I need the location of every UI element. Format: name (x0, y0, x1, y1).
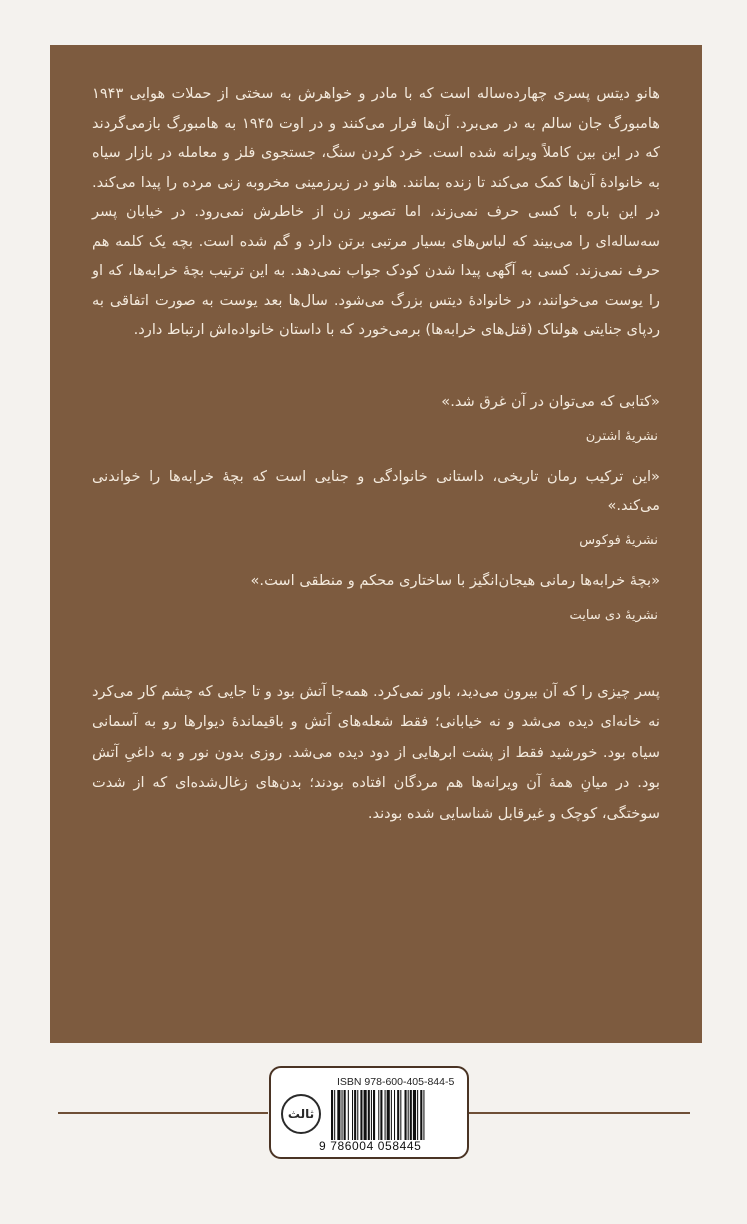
barcode-bar (394, 1090, 395, 1140)
review-source: نشریهٔ اشترن (585, 428, 658, 444)
review-source: نشریهٔ دی سایت (569, 607, 658, 623)
reviews-section (92, 387, 660, 627)
barcode-bar (387, 1090, 390, 1140)
barcode-bar (352, 1090, 353, 1140)
barcode-bar (348, 1090, 349, 1140)
barcode-bar (380, 1090, 382, 1140)
barcode-bar (342, 1090, 343, 1140)
barcode-box (269, 1066, 469, 1159)
divider-line-right (468, 1112, 690, 1114)
barcode-bar (378, 1090, 379, 1140)
barcode-bar (357, 1090, 358, 1140)
barcode-bar (364, 1090, 367, 1140)
barcode-icon (331, 1090, 461, 1140)
barcode-bar (391, 1090, 392, 1140)
review-quote: «این ترکیب رمان تاریخی، داستانی خانوادگی و جنایی است که بچهٔ خرابه‌ها را خواندنی می‌کند.» (92, 467, 660, 514)
synopsis-text: هانو دیتس پسری چهارده‌ساله است که با مادر و خواهرش به سختی از حملات هوایی ۱۹۴۳ هامبورگ جان سالم به در می‌برد. آن‌ها فرار می‌کنند و در اوت ۱۹۴۵ به هامبورگ بازمی‌گردند که در این بین کاملاً ویرانه شده است. خرد کردن سنگ، جستجوی فلز و معامله در بازار سیاه به خانوادهٔ آن‌ها کمک می‌کند تا زنده بمانند. هانو در زیرزمینی مخروبه زنی مرده را پیدا می‌کند. در این باره با کسی حرف نمی‌زند، اما تصویر زن از خاطرش نمی‌رود. در خیابان پسر سه‌ساله‌ای را می‌بیند که لباس‌های بسیار مرتبی برتن دارد و گم شده است. بچه یک کلمه هم حرف نمی‌زند. کسی به آگهی پیدا شدن کودک جواب نمی‌دهد. به این ترتیب بچهٔ خرابه‌ها، که او را یوست می‌خوانند، در خانوادهٔ دیتس بزرگ می‌شود. سال‌ها بعد یوست به صورت اتفاقی به ردپای جنایتی هولناک (قتل‌های خرابه‌ها) برمی‌خورد که با داستان خانواده‌اش ارتباط دارد. (92, 85, 660, 338)
barcode-bar (423, 1090, 424, 1140)
barcode-bar (354, 1090, 356, 1140)
isbn-label: ISBN 978-600-405-844-5 (337, 1076, 455, 1088)
barcode-bar (334, 1090, 335, 1140)
review-item (92, 566, 660, 627)
barcode-bar (397, 1090, 399, 1140)
barcode-bar (368, 1090, 370, 1140)
review-source: نشریهٔ فوکوس (579, 532, 658, 548)
excerpt-text: پسر چیزی را که آن بیرون می‌دید، باور نمی‌کرد. همه‌جا آتش بود و تا جایی که چشم کار می‌کرد نه خانه‌ای دیده می‌شد و نه خیابانی؛ فقط شعله‌های آتش و باقیماندهٔ دیوارها رو به آسمانی سیاه بود. خورشید فقط از پشت ابرهایی از دود دیده می‌شد. روزی بدون نور و به داغیِ آتش بود. در میانِ همهٔ آن ویرانه‌ها هم مردگان افتاده بودند؛ بدن‌های زغال‌شده‌ای که از شدت سوختگی، کوچک و غیرقابل شناسایی شده بودند. (92, 682, 660, 822)
barcode-bar (344, 1090, 346, 1140)
review-quote: «کتابی که می‌توان در آن غرق شد.» (441, 392, 660, 410)
barcode-bar (420, 1090, 422, 1140)
publisher-logo-icon (281, 1094, 321, 1134)
barcode-bar (360, 1090, 362, 1140)
barcode-bar (400, 1090, 401, 1140)
barcode-bar (371, 1090, 372, 1140)
barcode-bar (410, 1090, 412, 1140)
barcode-bar (405, 1090, 407, 1140)
barcode-bar (417, 1090, 418, 1140)
synopsis-section (92, 79, 660, 345)
barcode-number: 9 786004 058445 (319, 1139, 422, 1153)
review-quote: «بچهٔ خرابه‌ها رمانی هیجان‌انگیز با ساختاری محکم و منطقی است.» (250, 571, 660, 589)
barcode-bar (337, 1090, 340, 1140)
divider-line-left (58, 1112, 268, 1114)
barcode-bar (385, 1090, 386, 1140)
barcode-bar (408, 1090, 409, 1140)
barcode-bar (413, 1090, 416, 1140)
review-item (92, 462, 660, 552)
back-cover-panel (50, 45, 702, 1043)
publisher-logo-text: ثالث (287, 1107, 315, 1121)
barcode-bar (373, 1090, 375, 1140)
barcode-bar (331, 1090, 333, 1140)
review-item (92, 387, 660, 448)
